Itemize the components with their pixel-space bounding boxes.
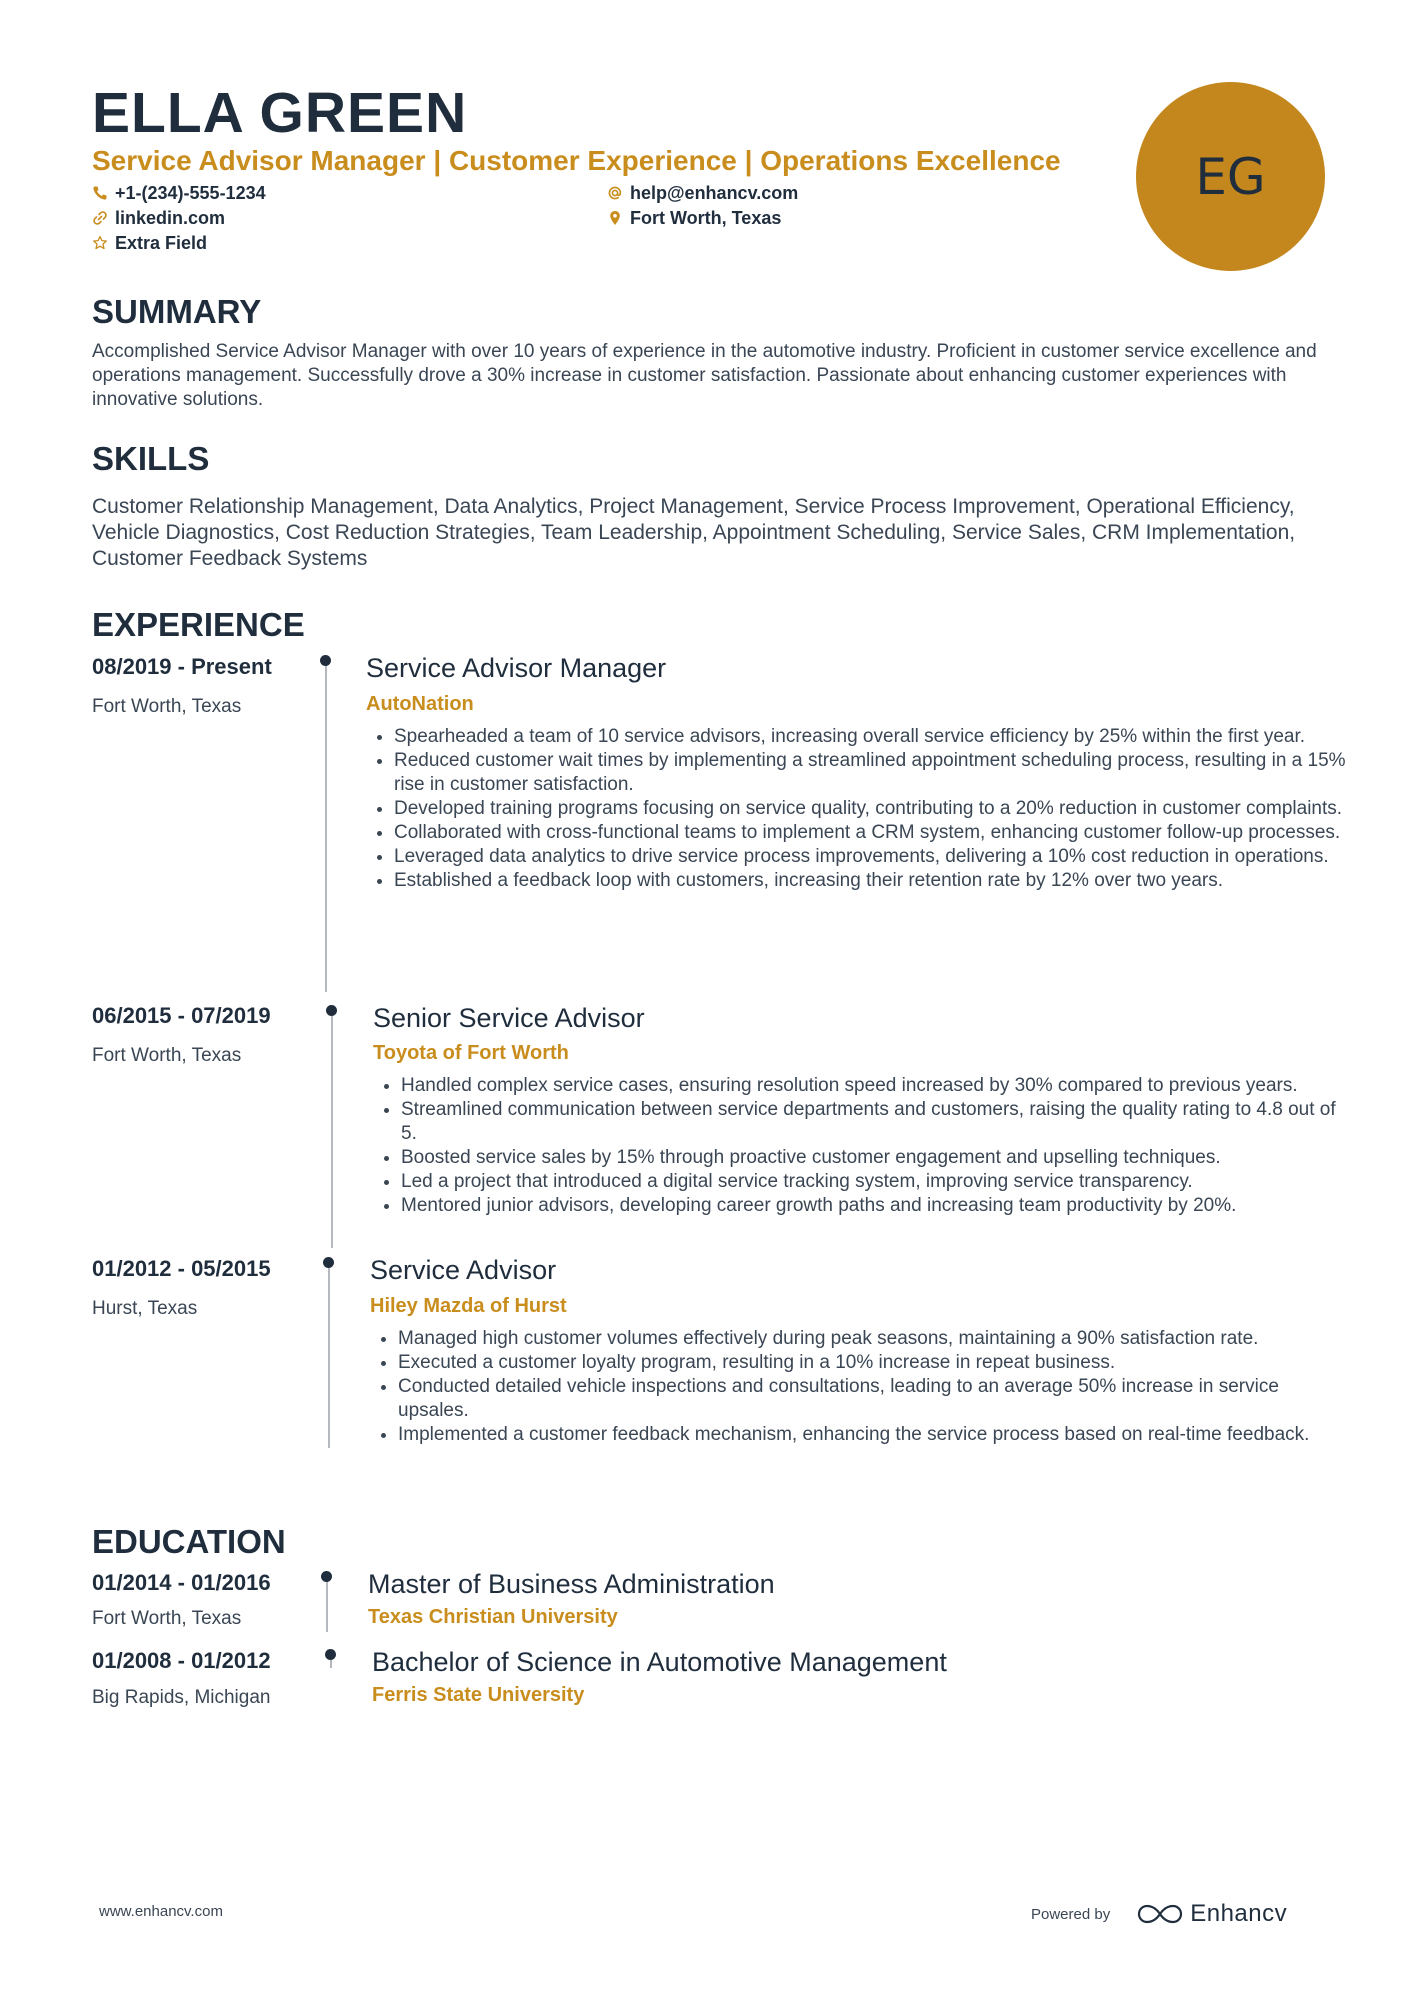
contact-email[interactable] <box>607 182 798 204</box>
skills-heading: SKILLS <box>92 440 210 477</box>
education-location: Big Rapids, Michigan <box>92 1687 271 1708</box>
job-bullets <box>370 1327 1348 1447</box>
contact-phone <box>92 182 266 204</box>
star-icon <box>92 235 108 251</box>
education-heading: EDUCATION <box>92 1523 286 1560</box>
timeline-dot <box>321 1571 332 1582</box>
timeline-dot <box>326 1005 337 1016</box>
job-bullets <box>366 725 1349 893</box>
school-name: Texas Christian University <box>368 1606 618 1628</box>
job-title: Service Advisor <box>370 1255 557 1285</box>
contact-extra <box>92 232 207 254</box>
timeline-dot <box>323 1257 334 1268</box>
phone-icon <box>92 185 108 201</box>
bullet-item: • Leveraged data analytics to drive service process improvements, delivering a 10% cost reduction in operations. <box>394 845 1349 869</box>
link-icon <box>92 210 108 226</box>
bullet-item: • Established a feedback loop with customers, increasing their retention rate by 12% over two years. <box>394 869 1349 893</box>
bullet-item: • Collaborated with cross-functional teams to implement a CRM system, enhancing customer follow-up processes. <box>394 821 1349 845</box>
job-dates: 01/2012 - 05/2015 <box>92 1256 271 1281</box>
timeline-line <box>326 1576 328 1632</box>
timeline-line <box>331 1010 333 1248</box>
enhancv-logo[interactable] <box>1136 1900 1287 1928</box>
degree-title: Bachelor of Science in Automotive Management <box>372 1647 947 1677</box>
enhancv-logo-icon <box>1136 1902 1184 1926</box>
skills-text: Customer Relationship Management, Data Analytics, Project Management, Service Process Improvement, Operational Efficiency, Vehicle Diagnostics, Cost Reduction Strategies, Team Leadership, Appointment Scheduling, Service Sales, CRM Implementation, Customer Feedback Systems <box>92 495 1296 570</box>
phone-text: +1-(234)-555-1234 <box>115 183 266 203</box>
company-name: Hiley Mazda of Hurst <box>370 1295 567 1317</box>
contact-location <box>607 207 781 229</box>
footer-powered-by <box>1031 1900 1287 1928</box>
bullet-item: • Implemented a customer feedback mechanism, enhancing the service process based on real-time feedback. <box>398 1423 1348 1447</box>
extra-field-text: Extra Field <box>115 233 208 253</box>
education-dates: 01/2008 - 01/2012 <box>92 1648 271 1673</box>
job-dates: 06/2015 - 07/2019 <box>92 1003 271 1028</box>
timeline-line <box>328 1262 330 1448</box>
bullet-item: • Mentored junior advisors, developing career growth paths and increasing team productivity by 20%. <box>401 1194 1351 1218</box>
tagline: Service Advisor Manager | Customer Experience | Operations Excellence <box>92 145 1061 176</box>
company-name: Toyota of Fort Worth <box>373 1042 569 1064</box>
bullet-item: • Streamlined communication between service departments and customers, raising the quality rating to 4.8 out of 5. <box>401 1098 1351 1146</box>
bullet-item: • Managed high customer volumes effectively during peak seasons, maintaining a 90% satisfaction rate. <box>398 1327 1348 1351</box>
at-icon <box>607 185 623 201</box>
job-location: Fort Worth, Texas <box>92 1045 242 1066</box>
job-location: Fort Worth, Texas <box>92 696 242 717</box>
company-name: AutoNation <box>366 693 474 715</box>
location-text: Fort Worth, Texas <box>630 208 782 228</box>
timeline-dot <box>325 1649 336 1660</box>
location-pin-icon <box>607 210 623 226</box>
bullet-item: • Conducted detailed vehicle inspections and consultations, leading to an average 50% increase in service upsales. <box>398 1375 1348 1423</box>
bullet-item: • Spearheaded a team of 10 service advisors, increasing overall service efficiency by 25% within the first year. <box>394 725 1349 749</box>
bullet-item: • Reduced customer wait times by implementing a streamlined appointment scheduling process, resulting in a 15% rise in customer satisfaction. <box>394 749 1349 797</box>
timeline-dot <box>320 655 331 666</box>
bullet-item: • Boosted service sales by 15% through proactive customer engagement and upselling techniques. <box>401 1146 1351 1170</box>
bullet-item: • Led a project that introduced a digital service tracking system, improving service transparency. <box>401 1170 1351 1194</box>
school-name: Ferris State University <box>372 1684 585 1706</box>
linkedin-text: linkedin.com <box>115 208 226 228</box>
powered-by-label: Powered by <box>1031 1905 1111 1923</box>
summary-heading: SUMMARY <box>92 293 262 330</box>
job-bullets <box>373 1074 1351 1218</box>
contact-linkedin[interactable] <box>92 207 225 229</box>
footer-website[interactable]: www.enhancv.com <box>99 1903 223 1920</box>
education-location: Fort Worth, Texas <box>92 1608 242 1629</box>
job-title: Service Advisor Manager <box>366 653 667 683</box>
education-dates: 01/2014 - 01/2016 <box>92 1570 271 1595</box>
brand-name: Enhancv <box>1190 1900 1288 1927</box>
bullet-item: • Developed training programs focusing on service quality, contributing to a 20% reduction in customer complaints. <box>394 797 1349 821</box>
degree-title: Master of Business Administration <box>368 1569 775 1599</box>
experience-heading: EXPERIENCE <box>92 606 305 643</box>
timeline-line <box>325 660 327 992</box>
email-text: help@enhancv.com <box>630 183 799 203</box>
avatar <box>1136 82 1325 271</box>
summary-text: Accomplished Service Advisor Manager with over 10 years of experience in the automotive industry. Proficient in customer service excellence and operations management. Successfully drove a 30% increase in customer satisfaction. Passionate about enhancing customer experiences with innovative solutions. <box>92 341 1317 410</box>
bullet-item: • Executed a customer loyalty program, resulting in a 10% increase in repeat business. <box>398 1351 1348 1375</box>
job-title: Senior Service Advisor <box>373 1003 645 1033</box>
candidate-name: ELLA GREEN <box>92 81 468 145</box>
avatar-initials: EG <box>1195 147 1266 206</box>
job-dates: 08/2019 - Present <box>92 654 272 679</box>
bullet-item: • Handled complex service cases, ensuring resolution speed increased by 30% compared to previous years. <box>401 1074 1351 1098</box>
job-location: Hurst, Texas <box>92 1298 198 1319</box>
